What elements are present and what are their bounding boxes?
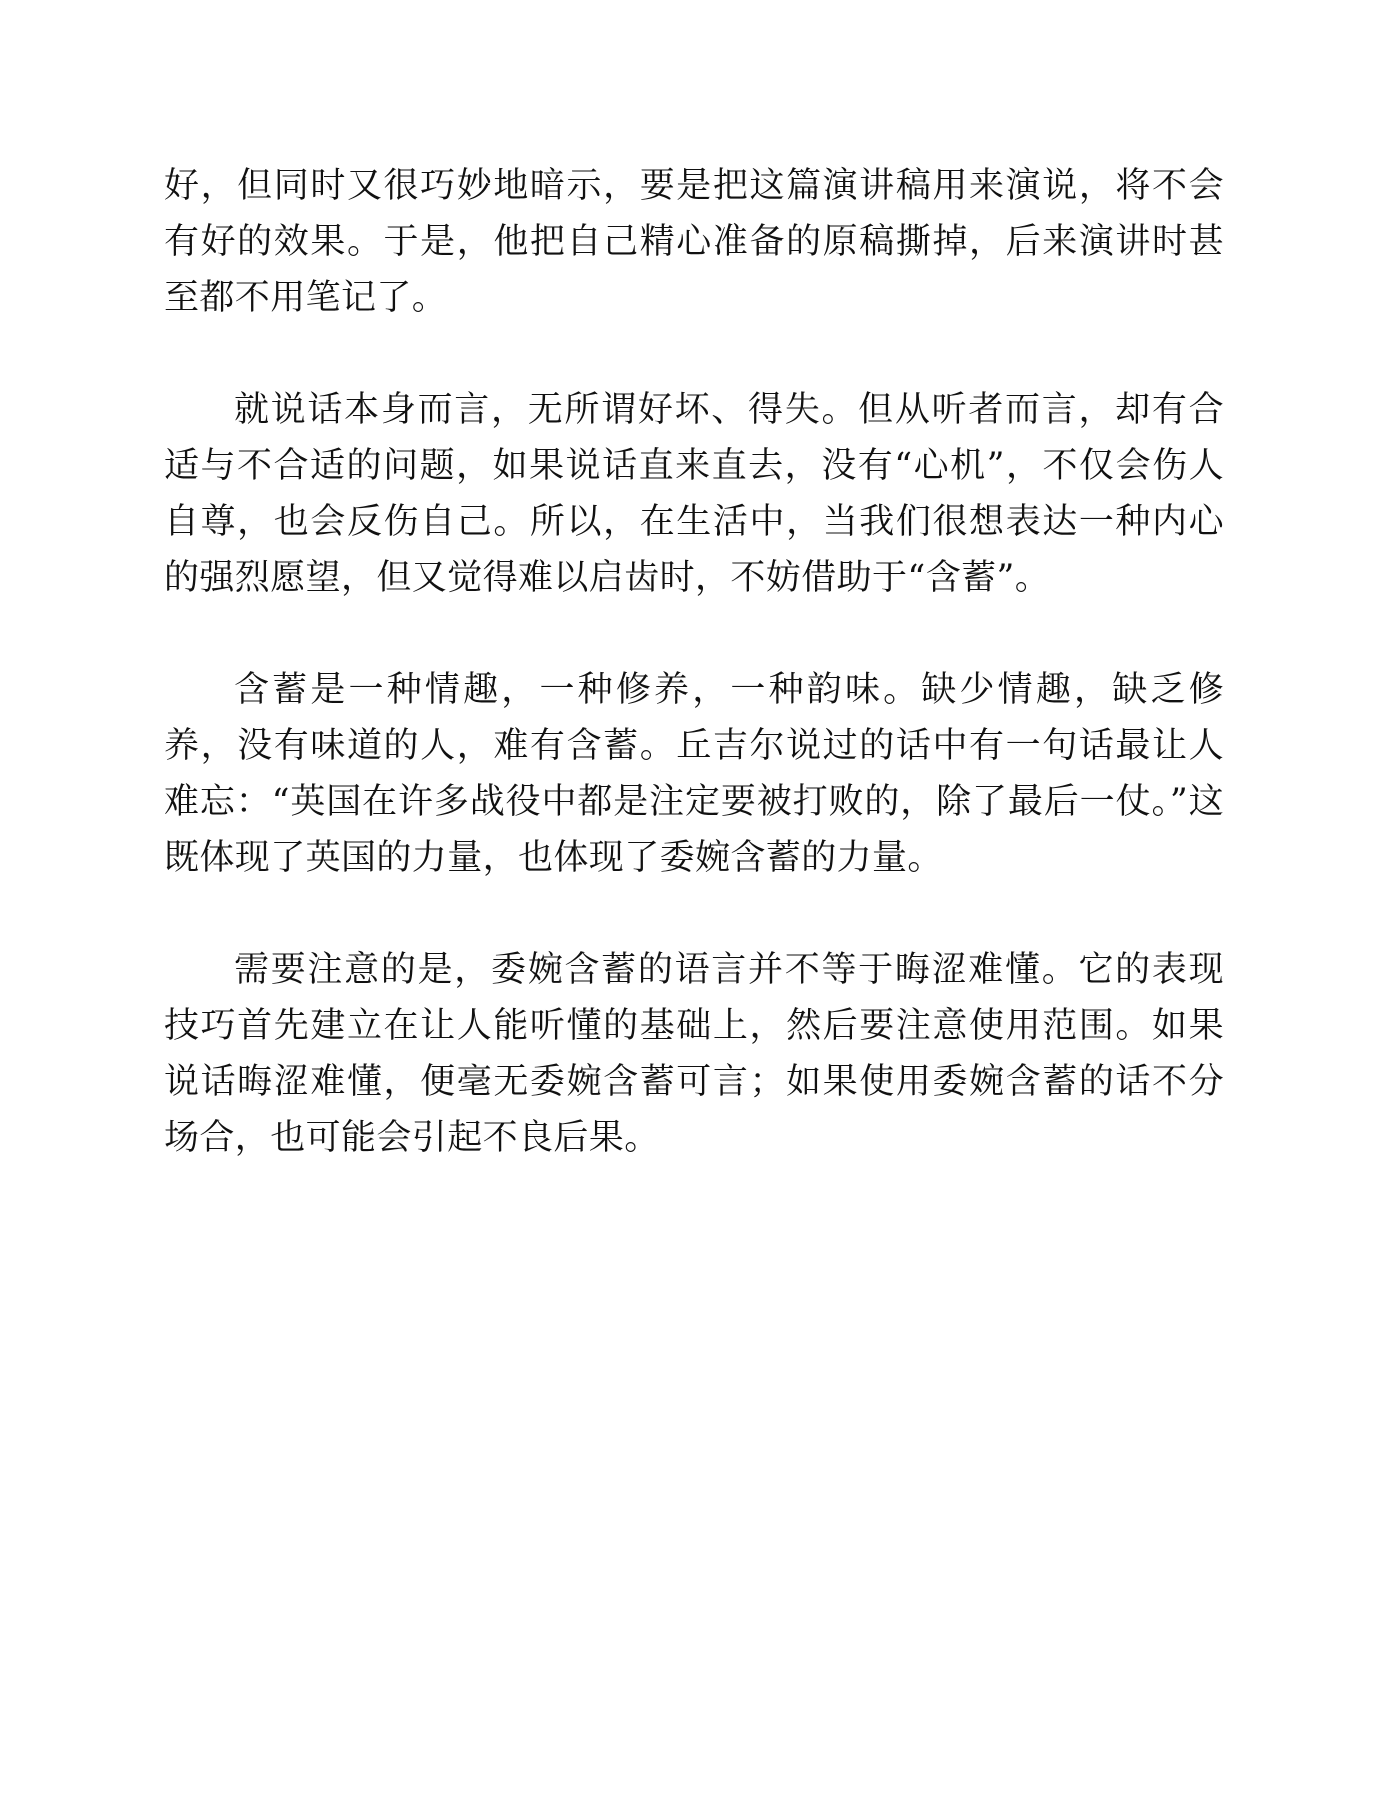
paragraph-caution: 需要注意的是，委婉含蓄的语言并不等于晦涩难懂。它的表现技巧首先建立在让人能听懂的基础上，然后要注意使用范围。如果说话晦涩难懂，便毫无委婉含蓄可言；如果使用委婉含蓄的话不分场合，也可能会引起不良后果。 (164, 950, 1224, 1158)
paragraph-subtlety-churchill: 含蓄是一种情趣，一种修养，一种韵味。缺少情趣，缺乏修养，没有味道的人，难有含蓄。丘吉尔说过的话中有一句话最让人难忘：“英国在许多战役中都是注定要被打败的，除了最后一仗。”这既体现了英国的力量，也体现了委婉含蓄的力量。 (164, 670, 1224, 878)
paragraph-continuation: 好，但同时又很巧妙地暗示，要是把这篇演讲稿用来演说，将不会有好的效果。于是，他把自己精心准备的原稿撕掉，后来演讲时甚至都不用笔记了。 (164, 166, 1224, 318)
document-body (164, 158, 1224, 1222)
paragraph-speech-tact: 就说话本身而言，无所谓好坏、得失。但从听者而言，却有合适与不合适的问题，如果说话直来直去，没有“心机”，不仅会伤人自尊，也会反伤自己。所以，在生活中，当我们很想表达一种内心的强烈愿望，但又觉得难以启齿时，不妨借助于“含蓄”。 (164, 390, 1224, 598)
